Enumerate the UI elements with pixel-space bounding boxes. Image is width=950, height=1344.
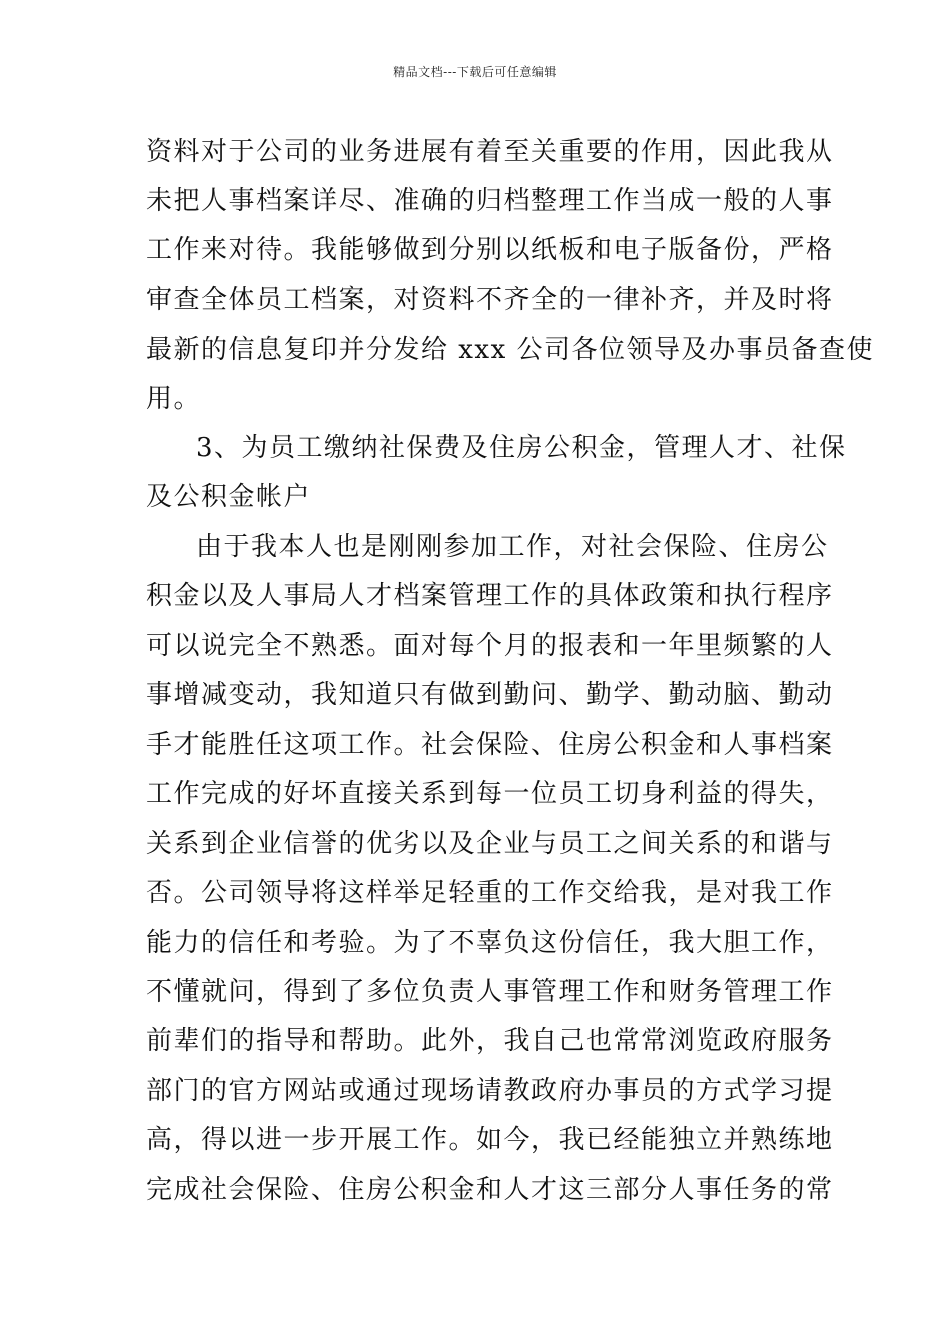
page-header: 精品文档---下载后可任意编辑 <box>393 65 557 79</box>
section-heading: 3、为员工缴纳社保费及住房公积金，管理人才、社保 <box>196 433 847 463</box>
body-line: 审查全体员工档案，对资料不齐全的一律补齐，并及时将 <box>146 285 834 315</box>
body-line: 用。 <box>146 384 202 414</box>
body-line: 资料对于公司的业务进展有着至关重要的作用，因此我从 <box>146 137 834 167</box>
body-line: 手才能胜任这项工作。社会保险、住房公积金和人事档案 <box>146 730 834 760</box>
body-line: 否。公司领导将这样举足轻重的工作交给我，是对我工作 <box>146 878 834 908</box>
body-line: 工作来对待。我能够做到分别以纸板和电子版备份，严格 <box>146 235 834 265</box>
body-line: 可以说完全不熟悉。面对每个月的报表和一年里频繁的人 <box>146 631 834 661</box>
body-line: 积金以及人事局人才档案管理工作的具体政策和执行程序 <box>146 581 834 611</box>
body-line: 不懂就问，得到了多位负责人事管理工作和财务管理工作 <box>146 977 834 1007</box>
body-line: 未把人事档案详尽、准确的归档整理工作当成一般的人事 <box>146 186 834 216</box>
body-line: 工作完成的好坏直接关系到每一位员工切身利益的得失， <box>146 779 834 809</box>
body-line: 关系到企业信誉的优劣以及企业与员工之间关系的和谐与 <box>146 829 834 859</box>
body-line: 高，得以进一步开展工作。如今，我已经能独立并熟练地 <box>146 1125 834 1155</box>
body-line: 最新的信息复印并分发给 xxx 公司各位领导及办事员备查使 <box>146 335 875 365</box>
body-line: 前辈们的指导和帮助。此外，我自己也常常浏览政府服务 <box>146 1026 834 1056</box>
body-line: 完成社会保险、住房公积金和人才这三部分人事任务的常 <box>146 1175 834 1205</box>
section-heading-continued: 及公积金帐户 <box>146 482 312 512</box>
body-line: 事增减变动，我知道只有做到勤问、勤学、勤动脑、勤动 <box>146 680 834 710</box>
body-line: 部门的官方网站或通过现场请教政府办事员的方式学习提 <box>146 1076 834 1106</box>
paragraph-start: 由于我本人也是刚刚参加工作，对社会保险、住房公 <box>196 532 829 562</box>
body-line: 能力的信任和考验。为了不辜负这份信任，我大胆工作， <box>146 928 834 958</box>
